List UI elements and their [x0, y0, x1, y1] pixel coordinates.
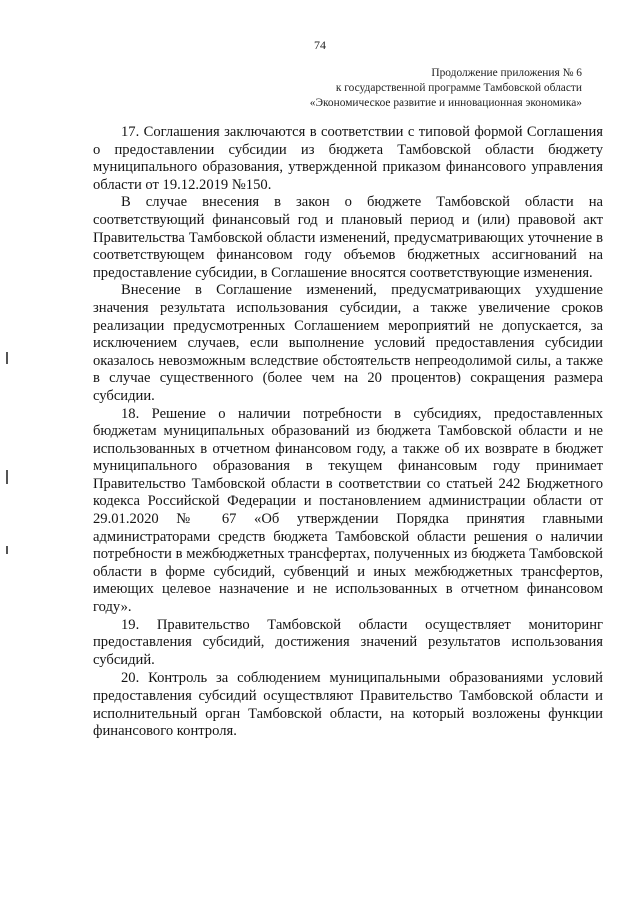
appendix-header-line: «Экономическое развитие и инновационная экономика» — [309, 97, 582, 109]
scan-edge-mark — [6, 352, 8, 364]
page-number: 74 — [314, 38, 326, 52]
document-body — [93, 124, 603, 741]
paragraph-17: 17. Соглашения заключаются в соответствии с типовой формой Соглашения о предоставлении субсидии из бюджета Тамбовской области бюджету муниципального образования, утвержденной приказом финансового управления области от 19.12.2019 №150. — [93, 124, 603, 193]
paragraph-17-changes: В случае внесения в закон о бюджете Тамбовской области на соответствующий финансовый год и плановый период и (или) правовой акт Правительства Тамбовской области изменений, предусматривающих уточнение в соответствующем финансовом году объемов бюджетных ассигнований на предоставление субсидии, в Соглашение вносятся соответствующие изменения. — [93, 194, 603, 281]
paragraph-19: 19. Правительство Тамбовской области осуществляет мониторинг предоставления субсидий, достижения значений результатов использования субсидий. — [93, 616, 603, 668]
paragraph-17-restrictions: Внесение в Соглашение изменений, предусматривающих ухудшение значения результата использования субсидии, а также увеличение сроков реализации предусмотренных Соглашением мероприятий не допускается, за исключением случаев, если выполнение условий предоставления субсидии оказалось невозможным вследствие обстоятельств непреодолимой силы, а также в случае существенного (более чем на 20 процентов) сокращения размера субсидии. — [93, 282, 603, 404]
appendix-header-line: Продолжение приложения № 6 — [431, 67, 582, 79]
paragraph-18: 18. Решение о наличии потребности в субсидиях, предоставленных бюджетам муниципальных образований из бюджета Тамбовской области и не использованных в отчетном финансовом году, а также об их возврате в бюджет муниципального образования в текущем финансовым году принимает Правительство Тамбовской области в соответствии со статьей 242 Бюджетного кодекса Российской Федерации и постановлением администрации области от 29.01.2020 № 67 «Об утверждении Порядка принятия главными администраторами средств бюджета Тамбовской области решения о наличии потребности в межбюджетных трансфертах, полученных из бюджета Тамбовской области в форме субсидий, субвенций и иных межбюджетных трансфертов, имеющих целевое назначение и не использованных в отчетном финансовом году». — [93, 405, 603, 616]
scan-edge-mark — [6, 470, 8, 484]
appendix-header-line: к государственной программе Тамбовской области — [335, 82, 582, 94]
paragraph-20: 20. Контроль за соблюдением муниципальными образованиями условий предоставления субсидий осуществляют Правительство Тамбовской области и исполнительный орган Тамбовской области, на который возложены функции финансового контроля. — [93, 670, 603, 740]
appendix-header — [282, 66, 582, 111]
scan-edge-mark — [6, 546, 8, 554]
